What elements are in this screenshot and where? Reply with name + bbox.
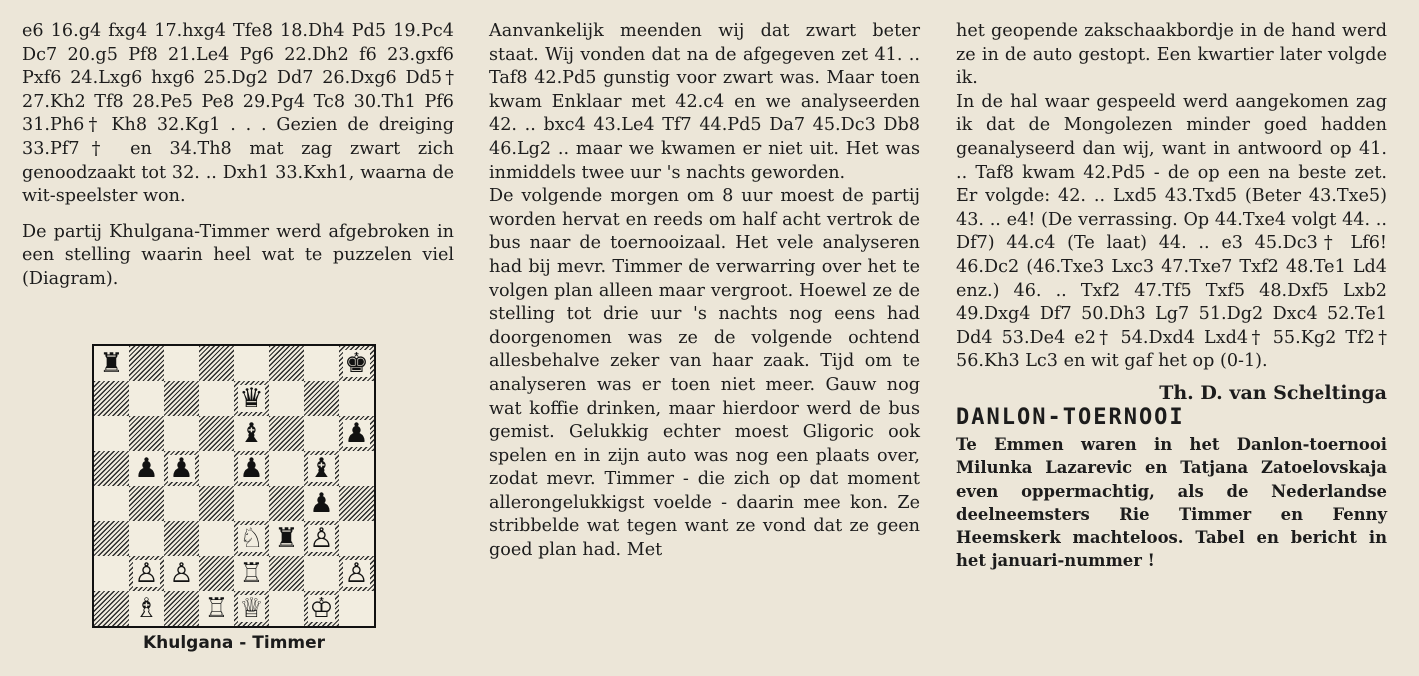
board-square [269, 416, 304, 451]
board-square [129, 346, 164, 381]
board-square [304, 556, 339, 591]
board-square [129, 416, 164, 451]
board-square [304, 591, 339, 626]
board-square [164, 521, 199, 556]
chess-piece: ♟ [134, 453, 159, 484]
board-square [304, 346, 339, 381]
chess-piece: ♘ [239, 523, 264, 554]
board-square [199, 591, 234, 626]
section-heading: DANLON-TOERNOOI [956, 404, 1185, 430]
chess-piece: ♖ [204, 593, 229, 624]
board-square [304, 416, 339, 451]
board-square [199, 556, 234, 591]
board-square [164, 486, 199, 521]
chess-piece: ♟ [239, 453, 264, 484]
board-square [94, 591, 129, 626]
chess-piece: ♟ [309, 488, 334, 519]
board-square [129, 381, 164, 416]
board-square [234, 451, 269, 486]
board-square [129, 556, 164, 591]
chess-piece: ♕ [239, 593, 264, 624]
board-square [199, 346, 234, 381]
column-3 [956, 20, 1387, 572]
board-square [199, 521, 234, 556]
board-square [129, 591, 164, 626]
board-square [164, 591, 199, 626]
board-square [339, 416, 374, 451]
board-square [269, 521, 304, 556]
board-square [234, 416, 269, 451]
chess-piece: ♜ [274, 523, 299, 554]
chess-piece: ♙ [169, 558, 194, 589]
board-square [94, 381, 129, 416]
board-square [339, 521, 374, 556]
board-square [94, 521, 129, 556]
board-square [164, 381, 199, 416]
board-square [199, 381, 234, 416]
chess-piece: ♖ [239, 558, 264, 589]
chess-piece: ♙ [134, 558, 159, 589]
chess-piece: ♛ [239, 383, 264, 414]
board-square [129, 486, 164, 521]
column-1 [22, 20, 454, 292]
board-square [234, 381, 269, 416]
board-square [234, 521, 269, 556]
board-square [234, 486, 269, 521]
board-square [339, 381, 374, 416]
chess-piece: ♟ [344, 418, 369, 449]
chess-piece: ♜ [99, 348, 124, 379]
board-square [234, 591, 269, 626]
board-square [269, 556, 304, 591]
board-square [269, 451, 304, 486]
analysis-paragraph: Aanvankelijk meenden wij dat zwart beter staat. Wij vonden dat na de afgegeven zet 41. .. Taf8 42.Pd5 gunstig voor zwart was. Maar toen kwam Enklaar met 42.c4 en we analyseerden 42. .. bxc4 43.Le4 Tf7 44.Pd5 Da7 45.Dc3 Db8 46.Lg2 .. maar we kwamen er niet uit. Het was inmiddels twee uur 's nachts geworden. [489, 21, 920, 183]
chess-piece: ♗ [134, 593, 159, 624]
chess-piece: ♙ [344, 558, 369, 589]
board-square [269, 346, 304, 381]
board-square [199, 451, 234, 486]
next-morning-paragraph: De volgende morgen om 8 uur moest de partij worden hervat en reeds om half acht vertrok de bus naar de toernooizaal. Het vele analyseren had bij mevr. Timmer de verwarring over het te volgen plan alleen maar vergroot. Hoewel ze de stelling tot drie uur 's nachts nog eens had doorgenomen was ze de volgende ochtend allesbehalve zeker van haar zaak. Tijd om te analyseren was er toen niet meer. Gauw nog wat koffie drinken, maar hierdoor werd de bus gemist. Gelukkig echter moest Gligoric ook spelen en in zijn auto was nog een plaats over, zodat mevr. Timmer - die zich op dat moment allerongelukkigst voelde - daarin mee kon. Ze stribbelde wat tegen want ze vond dat ze geen goed plan had. Met [489, 186, 920, 561]
board-square [304, 451, 339, 486]
board-square [94, 486, 129, 521]
board-square [269, 381, 304, 416]
chess-piece: ♙ [309, 523, 334, 554]
chess-board [92, 344, 376, 628]
board-square [199, 416, 234, 451]
game-notation-paragraph: e6 16.g4 fxg4 17.hxg4 Tfe8 18.Dh4 Pd5 19.Pc4 Dc7 20.g5 Pf8 21.Le4 Pg6 22.Dh2 f6 23.gxf6 Pxf6 24.Lxg6 hxg6 25.Dg2 Dd7 26.Dxg6 Dd5† 27.Kh2 Tf8 28.Pe5 Pe8 29.Pg4 Tc8 30.Th1 Pf6 31.Ph6† Kh8 32.Kg1 . . . Gezien de dreiging 33.Pf7† en 34.Th8 mat zag zwart zich genoodzaakt tot 32. .. Dxh1 33.Kxh1, waarna de wit-speelster won. [22, 21, 454, 207]
board-square [304, 381, 339, 416]
board-square [129, 521, 164, 556]
author-signature: Th. D. van Scheltinga [1159, 381, 1387, 404]
board-square [304, 521, 339, 556]
board-square [94, 416, 129, 451]
board-square [234, 346, 269, 381]
game-conclusion-paragraph: In de hal waar gespeeld werd aangekomen zag ik dat de Mongolezen minder goed hadden geanalyseerd dan wij, want in antwoord op 41. .. Taf8 kwam 42.Pd5 - de op een na beste zet. Er volgde: 42. .. Lxd5 43.Txd5 (Beter 43.Txe5) 43. .. e4! (De verrassing. Op 44.Txe4 volgt 44. .. Df7) 44.c4 (Te laat) 44. .. e3 45.Dc3† Lf6! 46.Dc2 (46.Txe3 Lxc3 47.Txe7 Txf2 48.Te1 Ld4 enz.) 46. .. Txf2 47.Tf5 Txf5 48.Dxf5 Lxb2 49.Dxg4 Df7 50.Dh3 Lg7 51.Dg2 Dxc4 52.Te1 Dd4 53.De4 e2† 54.Dxd4 Lxd4† 55.Kg2 Tf2† 56.Kh3 Lc3 en wit gaf het op (0-1). [956, 91, 1387, 372]
chess-piece: ♝ [309, 453, 334, 484]
board-square [339, 556, 374, 591]
board-square [234, 556, 269, 591]
chess-piece: ♔ [309, 593, 334, 624]
board-square [269, 591, 304, 626]
chess-diagram [92, 344, 382, 628]
diagram-caption: Khulgana - Timmer [142, 633, 326, 653]
tournament-summary: Te Emmen waren in het Danlon-toernooi Milunka Lazarevic en Tatjana Zatoelovskaja even oppermachtig, als de Nederlandse deelneemsters Rie Timmer en Fenny Heemskerk machteloos. Tabel en bericht in het januari-nummer ! [956, 435, 1387, 571]
board-square [339, 451, 374, 486]
chess-piece: ♚ [344, 348, 369, 379]
adjourned-game-paragraph: De partij Khulgana-Timmer werd afgebroken in een stelling waarin heel wat te puzzelen viel (Diagram). [22, 221, 454, 289]
board-square [199, 486, 234, 521]
board-square [164, 416, 199, 451]
board-square [269, 486, 304, 521]
column-2 [489, 20, 920, 563]
board-square [94, 346, 129, 381]
continuation-paragraph: het geopende zakschaakbordje in de hand werd ze in de auto gestopt. Een kwartier later volgde ik. [956, 21, 1387, 89]
board-square [94, 451, 129, 486]
board-square [164, 556, 199, 591]
board-square [94, 556, 129, 591]
chess-piece: ♟ [169, 453, 194, 484]
board-square [164, 346, 199, 381]
board-square [339, 486, 374, 521]
board-square [339, 591, 374, 626]
board-square [304, 486, 339, 521]
chess-piece: ♝ [239, 418, 264, 449]
board-square [339, 346, 374, 381]
board-square [129, 451, 164, 486]
board-square [164, 451, 199, 486]
